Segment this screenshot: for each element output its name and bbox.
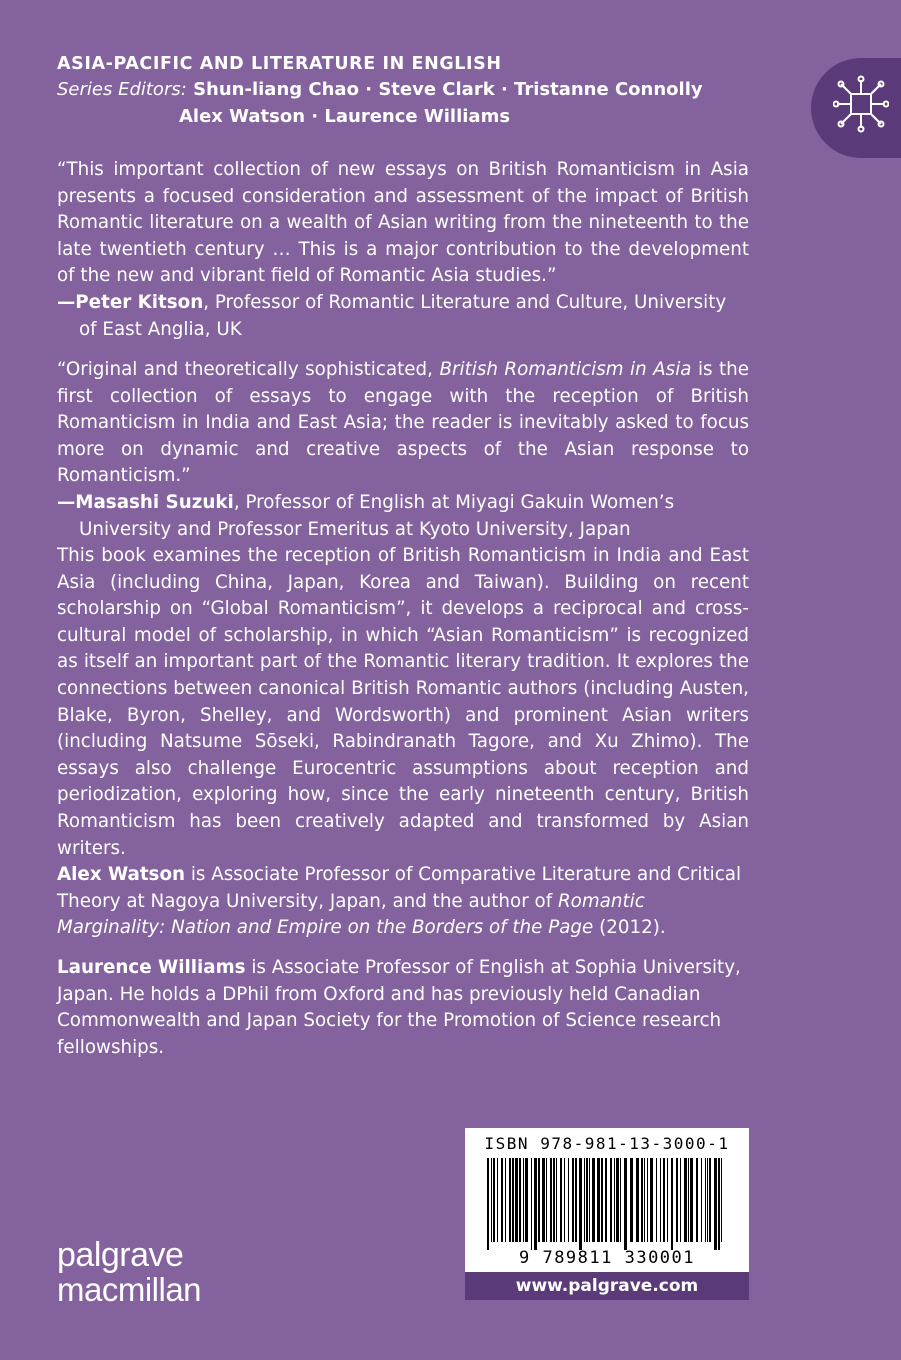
publisher-logo-line2: macmillan — [57, 1271, 202, 1308]
bio-name: Laurence Williams — [57, 957, 246, 978]
barcode-box — [465, 1128, 749, 1300]
reviewer-affiliation: , Professor of English at Miyagi Gakuin Women’s University and Professor Emeritus at Kyoto University, Japan — [79, 491, 675, 540]
bio-text: is Associate Professor of English at Sophia University, Japan. He holds a DPhil from Oxford and has previously held Canadian Commonwealth and Japan Society for the Promotion of Science research fellowships. — [57, 957, 741, 1058]
bio-text: is Associate Professor of Comparative Literature and Critical Theory at Nagoya University, Japan, and the author of — [57, 864, 742, 912]
series-editors-line2: Alex Watson · Laurence Williams — [179, 106, 511, 127]
barcode-bar — [505, 1158, 506, 1242]
barcode-bar — [523, 1158, 524, 1242]
barcode-bar — [667, 1158, 668, 1242]
barcode-bar — [709, 1158, 711, 1242]
barcode-bar — [512, 1158, 514, 1242]
barcode-bar — [531, 1158, 532, 1250]
barcode-bar — [663, 1158, 665, 1242]
barcode-bar — [572, 1158, 574, 1242]
barcode-bar — [568, 1158, 569, 1242]
network-node-icon — [833, 74, 889, 134]
barcode-bar — [519, 1158, 521, 1242]
review-quote-2 — [57, 357, 749, 543]
barcode-bar — [589, 1158, 590, 1242]
barcode-bar — [586, 1158, 588, 1242]
barcode-bar — [560, 1158, 562, 1242]
bio-name: Alex Watson — [57, 864, 186, 885]
attribution-dash: — — [57, 491, 76, 513]
review-quote-2-text — [57, 357, 749, 490]
barcode-bar — [630, 1158, 633, 1242]
barcode-bar — [660, 1158, 661, 1242]
barcode-bar — [690, 1158, 693, 1242]
barcode-bar — [684, 1158, 687, 1242]
barcode-bar — [647, 1158, 648, 1242]
barcode-bar — [721, 1158, 722, 1242]
review-quote-1-text: “This important collection of new essays on British Romanticism in Asia presents a focused consideration and assessment of the impact of British Romantic literature on a wealth of Asian writing from the nineteenth to the late twentieth century … This is a major contribution to the development of the new and vibrant field of Romantic Asia studies.” — [57, 159, 749, 287]
barcode-bar — [509, 1158, 511, 1242]
barcode-bar — [584, 1158, 585, 1242]
barcode-bar — [705, 1158, 706, 1242]
reviewer-name: Peter Kitson — [75, 291, 204, 313]
barcode-bar — [491, 1158, 492, 1242]
quote-2-opening: “Original and theoretically sophisticated, — [57, 359, 440, 380]
barcode-bar — [671, 1158, 673, 1250]
barcode-bar — [579, 1158, 582, 1250]
barcode-bar — [616, 1158, 619, 1242]
publisher-logo — [57, 1238, 201, 1308]
series-title: ASIA-PACIFIC AND LITERATURE IN ENGLISH — [57, 54, 502, 74]
barcode-bar — [644, 1158, 645, 1242]
barcode-bar — [656, 1158, 657, 1242]
barcode-bar — [497, 1158, 498, 1242]
series-header — [57, 52, 703, 130]
barcode-bar — [624, 1158, 627, 1250]
publisher-logo-line1: palgrave — [57, 1236, 184, 1274]
barcode-bar — [601, 1158, 603, 1242]
barcode-bar — [696, 1158, 698, 1242]
barcode-bar — [546, 1158, 547, 1242]
review-quote-2-attribution — [57, 490, 749, 543]
barcode-bar — [550, 1158, 552, 1242]
barcode-bar — [564, 1158, 565, 1242]
review-quote-1 — [57, 157, 749, 343]
barcode-bar — [575, 1158, 577, 1242]
reviewer-affiliation: , Professor of Romantic Literature and Culture, University of East Anglia, UK — [79, 291, 727, 340]
barcode-bar — [542, 1158, 545, 1242]
barcode-bar — [597, 1158, 600, 1242]
barcode-bar — [538, 1158, 540, 1242]
barcode-bar — [718, 1158, 720, 1250]
series-editors-label: Series Editors: — [57, 79, 187, 100]
publisher-website[interactable]: www.palgrave.com — [465, 1272, 749, 1300]
barcode-bar — [515, 1158, 518, 1242]
bio-book-title: Romantic Marginality: Nation and Empire on the Borders of the Page — [57, 890, 645, 939]
series-editors-line1: Shun-liang Chao · Steve Clark · Tristanne Connolly — [193, 79, 703, 100]
barcode-bar — [688, 1158, 689, 1242]
barcode-bar — [714, 1158, 717, 1250]
series-badge — [811, 58, 901, 158]
barcode-bar — [525, 1158, 528, 1242]
reviewer-name: Masashi Suzuki — [75, 491, 234, 513]
barcode-bar — [636, 1158, 639, 1242]
attribution-dash: — — [57, 291, 76, 313]
book-description: This book examines the reception of British Romanticism in India and East Asia (including China, Japan, Korea and Taiwan). Building on recent scholarship on “Global Romanticism”, it develops a reciprocal and cross-cultural model of scholarship, in which “Asian Romanticism” is recognized as itself an important part of the Romantic literary tradition. It explores the connections between canonical British Romantic authors (including Austen, Blake, Byron, Shelley, and Wordsworth) and prominent Asian writers (including Natsume Sōseki, Rabindranath Tagore, and Xu Zhimo). The essays also challenge Eurocentric assumptions about reception and periodization, exploring how, since the early nineteenth century, British Romanticism has been creatively adapted and transformed by Asian writers. — [57, 545, 749, 859]
barcode-bar — [701, 1158, 702, 1242]
barcode-bar — [534, 1158, 537, 1250]
quote-2-rest: is the first collection of essays to engage with the reception of British Romanticism in India and East Asia; the reader is inevitably asked to focus more on dynamic and creative aspects of the Asian response to Romanticism.” — [57, 359, 749, 487]
author-bio-1 — [57, 862, 749, 942]
barcode-bar — [620, 1158, 621, 1242]
barcode-bar — [553, 1158, 555, 1242]
barcode-bar — [592, 1158, 595, 1242]
barcode-bar — [605, 1158, 607, 1242]
series-editors-row — [57, 76, 703, 103]
barcode-bar — [614, 1158, 615, 1242]
author-bio-2 — [57, 955, 749, 1061]
barcode-bar — [556, 1158, 557, 1242]
barcode-bar — [707, 1158, 708, 1242]
barcode-bar — [650, 1158, 653, 1242]
barcode-bar — [680, 1158, 681, 1242]
barcode-digits: 9 789811 330001 — [518, 1248, 696, 1268]
barcode-bar — [676, 1158, 678, 1242]
barcode-bars — [487, 1158, 727, 1250]
barcode-bar — [641, 1158, 643, 1242]
barcode-bar — [487, 1158, 489, 1250]
barcode-bar — [493, 1158, 495, 1242]
quote-2-book-title: British Romanticism in Asia — [439, 359, 692, 380]
review-quote-1-attribution — [57, 290, 749, 343]
bio-year: (2012). — [593, 917, 666, 939]
barcode-bar — [501, 1158, 503, 1242]
isbn-label: ISBN 978-981-13-3000-1 — [484, 1134, 730, 1153]
barcode-bar — [610, 1158, 612, 1242]
